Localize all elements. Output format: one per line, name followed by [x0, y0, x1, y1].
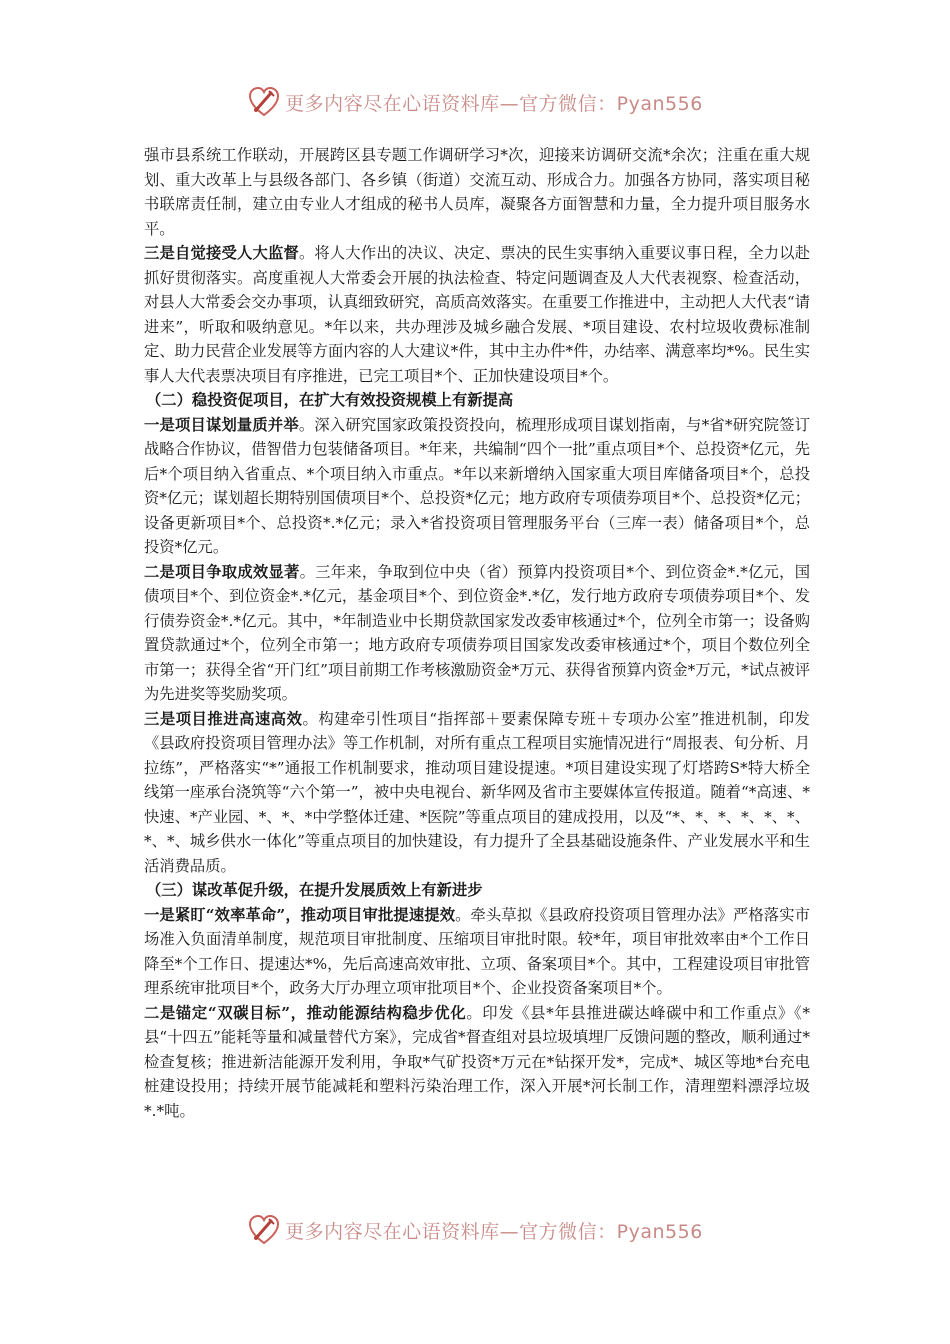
paragraph-lead: 二是项目争取成效显著	[144, 562, 300, 581]
paragraph-lead: 三是自觉接受人大监督	[144, 244, 299, 262]
paragraph-lead: 一是项目谋划量质并举	[144, 415, 299, 434]
paragraph-text: 。牵头草拟《县政府投资项目管理办法》严格落实市场准入负面清单制度，规范项目审批制度、压缩项目审批时限。较*年，项目审批效率由*个工作日降至*个工作日、提速达*%，先后高速高效审批、立项、备案项目*个。其中，工程建设项目审批管理系统审批项目*个，政务大厅办理立项审批项目*个、企业投资备案项目*个。	[144, 905, 810, 997]
paragraph-lead: 三是项目推进高速高效	[144, 709, 303, 728]
header-banner	[0, 82, 950, 122]
banner-text: 更多内容尽在心语资料库—官方微信：Pyan556	[285, 1220, 703, 1243]
paragraph	[144, 560, 810, 707]
paragraph	[144, 1001, 810, 1124]
paragraph	[144, 143, 810, 241]
paragraph-text: 。将人大作出的决议、决定、票决的民生实事纳入重要议事日程，全力以赴抓好贯彻落实。高度重视人大常委会开展的执法检查、特定问题调查及人大代表视察、检查活动，对县人大常委会交办事项，认真细致研究，高质高效落实。在重要工作推进中，主动把人大代表“请进来”，听取和吸纳意见。*年以来，共办理涉及城乡融合发展、*项目建设、农村垃圾收费标准制定、助力民营企业发展等方面内容的人大建议*件，其中主办件*件，办结率、满意率均*%。民生实事人大代表票决项目有序推进，已完工项目*个、正加快建设项目*个。	[144, 244, 810, 385]
paragraph-text: 强市县系统工作联动，开展跨区县专题工作调研学习*次，迎接来访调研交流*余次；注重在重大规划、重大改革上与县级各部门、各乡镇（街道）交流互动、形成合力。加强各方协同，落实项目秘书联席责任制，建立由专业人才组成的秘书人员库，凝聚各方面智慧和力量，全力提升项目服务水平。	[144, 146, 810, 238]
pen-heart-logo-icon	[247, 85, 281, 119]
paragraph-lead: 一是紧盯“效率革命”，推动项目审批提速提效	[144, 905, 456, 924]
paragraph-lead: 二是锚定“双碳目标”，推动能源结构稳步优化	[144, 1003, 467, 1022]
paragraph	[144, 707, 810, 879]
footer-banner	[0, 1210, 950, 1250]
paragraph-text: 。构建牵引性项目“指挥部＋要素保障专班＋专项办公室”推进机制，印发《县政府投资项目管理办法》等工作机制，对所有重点工程项目实施情况进行“周报表、旬分析、月拉练”，严格落实“*”通报工作机制要求，推动项目建设提速。*项目建设实现了灯塔跨S*特大桥全线第一座承台浇筑等“六个第一”，被中央电视台、新华网及省市主要媒体宣传报道。随着“*高速、*快速、*产业园、*、*、*中学整体迁建、*医院”等重点项目的建成投用，以及“*、*、*、*、*、*、*、*、城乡供水一体化”等重点项目的加快建设，有力提升了全县基础设施条件、产业发展水平和生活消费品质。	[144, 709, 810, 875]
section-heading: （三）谋改革促升级，在提升发展质效上有新进步	[146, 881, 483, 899]
banner-text: 更多内容尽在心语资料库—官方微信：Pyan556	[285, 92, 703, 115]
pen-heart-logo-icon	[247, 1213, 281, 1247]
paragraph-text: 。印发《县*年县推进碳达峰碳中和工作重点》《*县“十四五”能耗等量和减量替代方案》，完成省*督查组对县垃圾填埋厂反馈问题的整改，顺利通过*检查复核；推进新洁能源开发利用，争取*气矿投资*万元在*钻探开发*，完成*、城区等地*台充电桩建设投用；持续开展节能减耗和塑料污染治理工作，深入开展*河长制工作，清理塑料漂浮垃圾*.*吨。	[144, 1003, 810, 1120]
paragraph	[144, 413, 810, 560]
paragraph-text: 。深入研究国家政策投资投向，梳理形成项目谋划指南，与*省*研究院签订战略合作协议，借智借力包装储备项目。*年来，共编制“四个一批”重点项目*个、总投资*亿元，先后*个项目纳入省重点、*个项目纳入市重点。*年以来新增纳入国家重大项目库储备项目*个，总投资*亿元；谋划超长期特别国债项目*个、总投资*亿元；地方政府专项债券项目*个、总投资*亿元；设备更新项目*个、总投资*.*亿元；录入*省投资项目管理服务平台（三库一表）储备项目*个，总投资*亿元。	[144, 415, 810, 556]
section-heading: （二）稳投资促项目，在扩大有效投资规模上有新提高	[146, 391, 514, 409]
document-body	[144, 143, 810, 1123]
paragraph	[144, 903, 810, 1001]
paragraph	[144, 241, 810, 388]
paragraph-text: 。三年来，争取到位中央（省）预算内投资项目*个、到位资金*.*亿元，国债项目*个、到位资金*.*亿元，基金项目*个、到位资金*.*亿，发行地方政府专项债券项目*个、发行债券资金*.*亿元。其中，*年制造业中长期贷款国家发改委审核通过*个，位列全市第一；设备购置贷款通过*个，位列全市第一；地方政府专项债券项目国家发改委审核通过*个，项目个数位列全市第一；获得全省“开门红”项目前期工作考核激励资金*万元、获得省预算内资金*万元，*试点被评为先进奖等奖励奖项。	[144, 562, 810, 703]
